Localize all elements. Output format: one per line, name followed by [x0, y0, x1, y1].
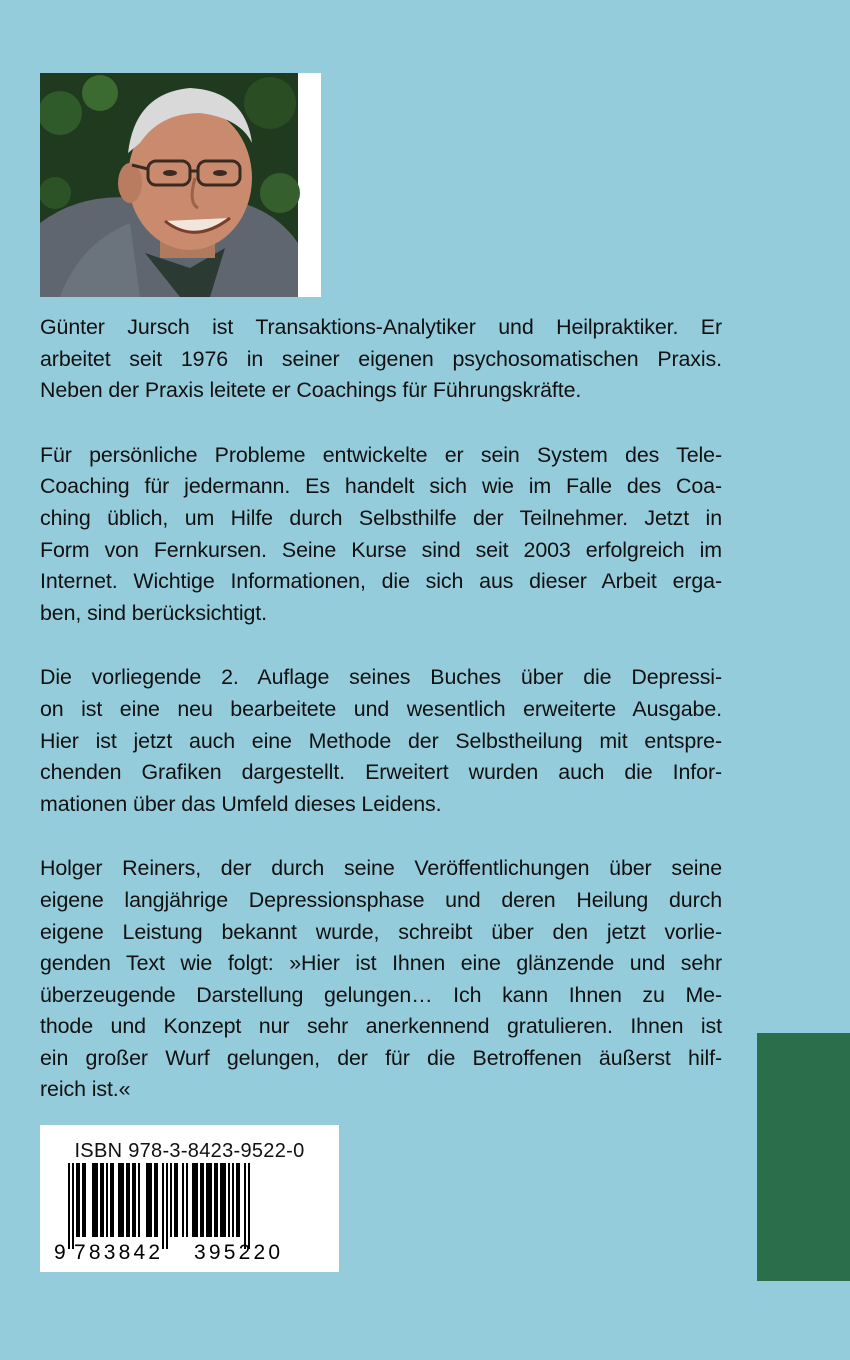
- barcode-bar: [162, 1163, 164, 1249]
- text-line: Günter Jursch ist Transaktions-Analytiker und Heilpraktiker. Er: [40, 315, 722, 339]
- barcode-bar: [146, 1163, 152, 1237]
- text-line: ben, sind berücksichtigt.: [40, 600, 267, 625]
- barcode-bar: [228, 1163, 230, 1237]
- author-portrait-icon: [40, 73, 321, 297]
- barcode-bar: [174, 1163, 178, 1237]
- barcode-bar: [248, 1163, 250, 1249]
- text-line: mationen über das Umfeld dieses Leidens.: [40, 791, 442, 816]
- text-line: arbeitet seit 1976 in seiner eigenen psychosomatischen Praxis.: [40, 346, 722, 371]
- text-line: chenden Grafiken dargestellt. Erweitert wurden auch die Infor-: [40, 760, 722, 785]
- barcode-bar: [118, 1163, 124, 1237]
- green-spine-block: [757, 1033, 850, 1281]
- barcode-bar: [236, 1163, 240, 1237]
- barcode-bar: [72, 1163, 74, 1249]
- barcode-bar: [82, 1163, 86, 1237]
- barcode-bar: [126, 1163, 130, 1237]
- text-line: eigene Leistung bekannt wurde, schreibt über den jetzt vorlie-: [40, 919, 722, 944]
- text-line: Hier ist jetzt auch eine Methode der Selbstheilung mit entspre-: [40, 728, 722, 753]
- text-line: Neben der Praxis leitete er Coachings für Führungskräfte.: [40, 378, 582, 403]
- text-line: thode und Konzept nur sehr anerkennend gratulieren. Ihnen ist: [40, 1014, 722, 1039]
- barcode-bar: [200, 1163, 204, 1237]
- barcode-bar: [92, 1163, 98, 1237]
- barcode-digit-first: 9: [54, 1241, 66, 1263]
- barcode-bar: [244, 1163, 246, 1249]
- barcode-bar: [206, 1163, 212, 1237]
- barcode-bar: [220, 1163, 226, 1237]
- paragraph-author-bio: [40, 312, 722, 407]
- barcode-bar: [214, 1163, 218, 1237]
- isbn-label: ISBN 978-3-8423-9522-0: [74, 1140, 305, 1162]
- paragraph-telecoaching: [40, 440, 722, 630]
- barcode-bar: [132, 1163, 136, 1237]
- barcode-bar: [76, 1163, 80, 1237]
- barcode-bar: [100, 1163, 104, 1237]
- barcode-bar: [110, 1163, 114, 1237]
- paragraph-review-quote: [40, 853, 722, 1106]
- text-line: Internet. Wichtige Informationen, die sich aus dieser Arbeit erga-: [40, 569, 722, 594]
- text-line: Form von Fernkursen. Seine Kurse sind seit 2003 erfolgreich im: [40, 537, 722, 562]
- barcode-icon: [54, 1163, 326, 1263]
- text-line: Die vorliegende 2. Auflage seines Buches über die Depressi-: [40, 665, 722, 690]
- text-line: Holger Reiners, der durch seine Veröffentlichungen über seine: [40, 856, 722, 881]
- blurb-text: [40, 312, 722, 1139]
- barcode-bar: [154, 1163, 158, 1237]
- barcode-bar: [166, 1163, 168, 1249]
- isbn-barcode-box: [40, 1125, 339, 1272]
- text-line: on ist eine neu bearbeitete und wesentlich erweiterte Ausgabe.: [40, 696, 722, 721]
- barcode-bar: [186, 1163, 188, 1237]
- text-line: genden Text wie folgt: »Hier ist Ihnen eine glänzende und sehr: [40, 951, 722, 976]
- barcode-digits-left: 783842: [74, 1241, 164, 1263]
- text-line: Für persönliche Probleme entwickelte er sein System des Tele-: [40, 442, 722, 467]
- barcode-bar: [106, 1163, 108, 1237]
- text-line: eigene langjährige Depressionsphase und deren Heilung durch: [40, 887, 722, 912]
- barcode-bar: [192, 1163, 198, 1237]
- text-line: Coaching für jedermann. Es handelt sich wie im Falle des Coa-: [40, 474, 722, 499]
- barcode-digits-right: 395220: [194, 1241, 284, 1263]
- barcode-bar: [182, 1163, 184, 1237]
- paragraph-second-edition: [40, 662, 722, 820]
- barcode-bar: [68, 1163, 70, 1249]
- text-line: ein großer Wurf gelungen, der für die Betroffenen äußerst hilf-: [40, 1045, 722, 1070]
- text-line: überzeugende Darstellung gelungen… Ich kann Ihnen zu Me-: [40, 982, 722, 1007]
- barcode-bar: [170, 1163, 172, 1237]
- text-line: ching üblich, um Hilfe durch Selbsthilfe der Teilnehmer. Jetzt in: [40, 505, 722, 530]
- barcode-bar: [232, 1163, 234, 1237]
- author-photo: [40, 73, 321, 297]
- text-line: reich ist.«: [40, 1077, 131, 1102]
- barcode-bar: [138, 1163, 140, 1237]
